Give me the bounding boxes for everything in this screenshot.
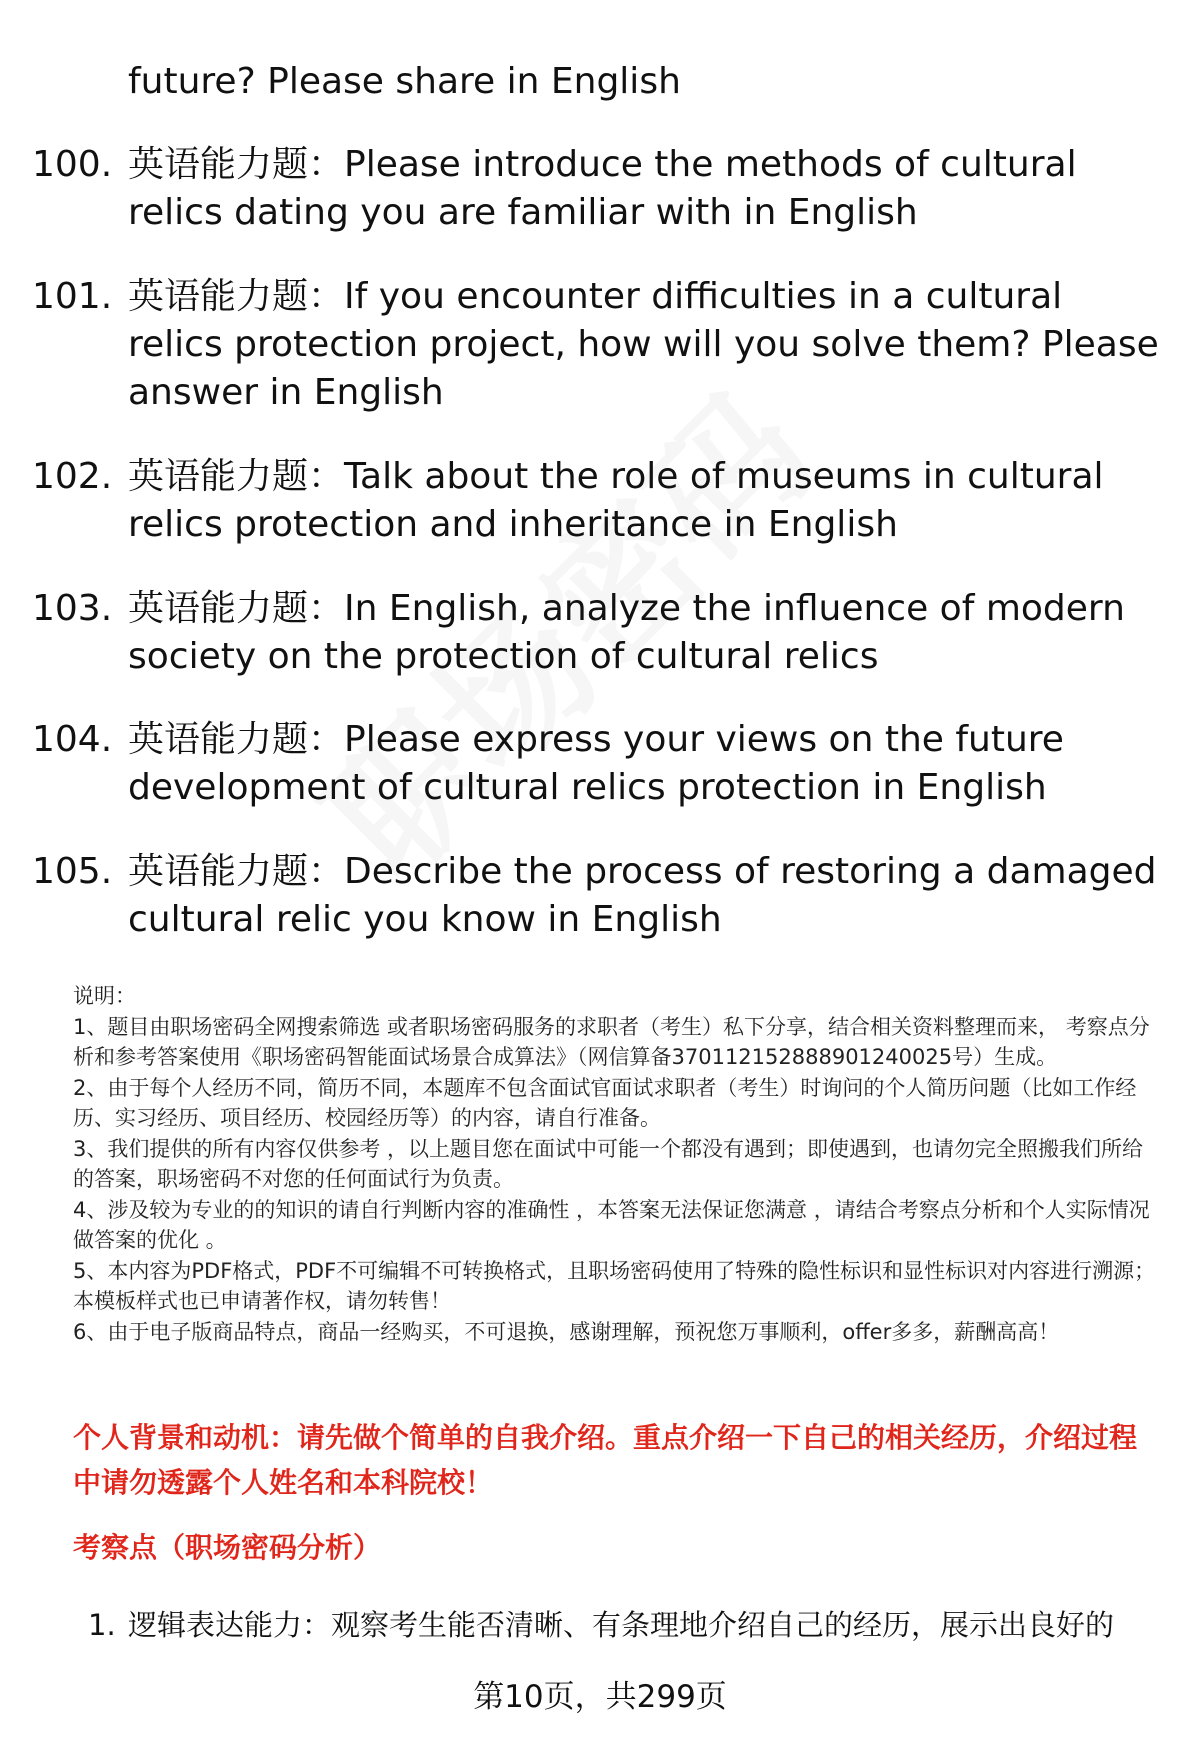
question-item [32, 716, 1162, 812]
question-item [32, 848, 1162, 944]
question-number: 102. [32, 456, 113, 497]
question-text: 英语能力题：Please express your views on the future development of cultural relics protection in English [128, 719, 1064, 808]
question-text: 英语能力题：Describe the process of restoring a damaged cultural relic you know in English [128, 851, 1157, 940]
question-text: 英语能力题：Talk about the role of museums in cultural relics protection and inheritance in English [128, 456, 1104, 545]
section-subtitle: 考察点（职场密码分析） [73, 1531, 382, 1564]
question-item [32, 453, 1162, 549]
question-continuation: future? Please share in English [128, 61, 681, 102]
question-item [32, 141, 1162, 237]
notes-heading: 说明： [73, 984, 136, 1008]
page-number: 第10页，共299页 [473, 1679, 727, 1715]
question-text: 英语能力题：In English, analyze the influence of modern society on the protection of cultural relics [128, 588, 1125, 677]
note-item: 1、题目由职场密码全网搜索筛选 或者职场密码服务的求职者（考生）私下分享，结合相关资料整理而来， 考察点分析和参考答案使用《职场密码智能面试场景合成算法》（网信算备370112152888901240025号）生成。 [73, 1014, 1150, 1069]
note-item: 4、涉及较为专业的的知识的请自行判断内容的准确性 ，本答案无法保证您满意 ，请结合考察点分析和个人实际情况做答案的优化 。 [73, 1197, 1150, 1252]
question-item [32, 585, 1162, 681]
notes-block [73, 981, 1163, 1347]
question-number: 103. [32, 588, 113, 629]
question-number: 100. [32, 144, 113, 185]
question-number: 105. [32, 851, 113, 892]
question-number: 104. [32, 719, 113, 760]
point-number: 1. [88, 1608, 116, 1642]
note-item: 5、本内容为PDF格式，PDF不可编辑不可转换格式，且职场密码使用了特殊的隐性标识和显性标识对内容进行溯源；本模板样式也已申请著作权，请勿转售！ [73, 1258, 1156, 1313]
note-item: 6、由于电子版商品特点，商品一经购买，不可退换，感谢理解，预祝您万事顺利，offer多多，薪酬高高！ [73, 1319, 1060, 1344]
question-text: 英语能力题：Please introduce the methods of cultural relics dating you are familiar with in English [128, 144, 1077, 233]
point-text: 逻辑表达能力：观察考生能否清晰、有条理地介绍自己的经历，展示出良好的 [128, 1608, 1115, 1642]
analysis-point [88, 1605, 1168, 1645]
note-item: 2、由于每个人经历不同，简历不同，本题库不包含面试官面试求职者（考生）时询问的个人简历问题（比如工作经历、实习经历、项目经历、校园经历等）的内容，请自行准备。 [73, 1075, 1137, 1130]
question-text: 英语能力题：If you encounter difficulties in a cultural relics protection project, how will you solve them? Please answer in English [128, 276, 1159, 413]
question-number: 101. [32, 276, 113, 317]
question-item [32, 273, 1162, 417]
note-item: 3、我们提供的所有内容仅供参考 ，以上题目您在面试中可能一个都没有遇到；即使遇到，也请勿完全照搬我们所给的答案，职场密码不对您的任何面试行为负责。 [73, 1136, 1144, 1191]
section-title: 个人背景和动机：请先做个简单的自我介绍。重点介绍一下自己的相关经历，介绍过程中请勿透露个人姓名和本科院校！ [73, 1421, 1138, 1499]
